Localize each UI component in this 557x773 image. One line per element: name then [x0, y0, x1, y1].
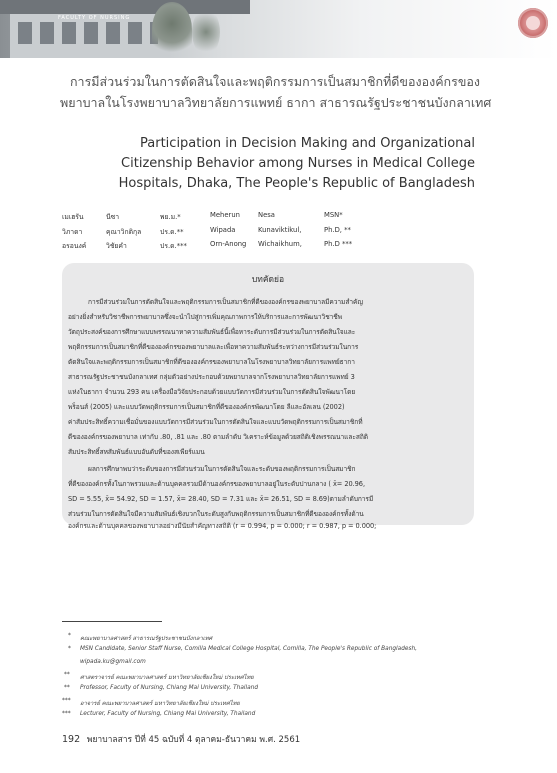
university-seal-logo	[518, 8, 548, 38]
abstract-line: ส่วนร่วมในการตัดสินใจมีความสัมพันธ์เชิงบวกในระดับสูงกับพฤติกรรมการเป็นสมาชิกที่ดีขององค์กรทั้งด้าน	[68, 510, 364, 518]
author-eng-first: Wipada	[210, 226, 236, 234]
abstract-line: สัมประสิทธิ์สหสัมพันธ์แบบอันดับที่ของสเพียร์แมน	[68, 448, 205, 456]
building-windows	[18, 22, 158, 44]
building-sign: FACULTY OF NURSING	[58, 15, 131, 21]
footnote-text: Professor, Faculty of Nursing, Chiang Mai University, Thailand	[80, 685, 259, 691]
author-eng-last: Nesa	[258, 211, 275, 219]
thai-title-line-2: พยาบาลในโรงพยาบาลวิทยาลัยการแพทย์ ธากา สาธารณรัฐประชาชนบังกลาเทศ	[60, 95, 492, 110]
author-thai-first: เมเฮรัน	[62, 213, 84, 221]
author-thai-degree: ปร.ด.**	[160, 228, 184, 236]
footnote-text: อาจารย์ คณะพยาบาลศาสตร์ มหาวิทยาลัยเชียงใหม่ ประเทศไทย	[80, 701, 240, 707]
author-row	[62, 226, 482, 238]
footnote-mark: *	[68, 633, 71, 639]
abstract-line: สาธารณรัฐประชาชนบังกลาเทศ กลุ่มตัวอย่างประกอบด้วยพยาบาลจากโรงพยาบาลวิทยาลัยการแพทย์ 3	[68, 373, 355, 381]
english-title-line-3: Hospitals, Dhaka, The People's Republic of Bangladesh	[118, 176, 475, 191]
english-title-line-1: Participation in Decision Making and Organizational	[140, 136, 475, 151]
author-eng-degree: Ph.D ***	[324, 240, 353, 248]
author-eng-degree: Ph.D, **	[324, 226, 351, 234]
author-eng-last: Wichaikhum,	[258, 240, 302, 248]
abstract-line: พร็อนส์ (2005) และแบบวัดพฤติกรรมการเป็นสมาชิกที่ดีขององค์กรพัฒนาโดย ลีและอัลเลน (2002)	[68, 403, 345, 411]
english-title-line-2: Citizenship Behavior among Nurses in Medical College	[121, 156, 475, 171]
footnote-mark: ***	[62, 698, 71, 704]
author-thai-last: วิชัยคำ	[106, 242, 127, 250]
author-eng-last: Kunaviktikul,	[258, 226, 302, 234]
author-thai-last: คุณาวิกติกุล	[106, 228, 142, 236]
footnote-mark: *	[68, 646, 71, 652]
journal-citation: พยาบาลสาร ปีที่ 45 ฉบับที่ 4 ตุลาคม-ธันวาคม พ.ศ. 2561	[86, 735, 301, 745]
abstract-line: การมีส่วนร่วมในการตัดสินใจและพฤติกรรมการเป็นสมาชิกที่ดีขององค์กรของพยาบาลมีความสำคัญ	[88, 298, 363, 306]
page-footer	[62, 732, 300, 746]
abstract-heading: บทคัดย่อ	[251, 275, 285, 285]
footnote-text: MSN Candidate, Senior Staff Nurse, Comilla Medical College Hospital, Comilla, The People's Republic of Bangladesh,	[80, 646, 418, 652]
author-eng-first: Meherun	[210, 211, 240, 219]
abstract-line: ค่าสัมประสิทธิ์ความเชื่อมั่นของแบบวัดการมีส่วนร่วมในการตัดสินใจและแบบวัดพฤติกรรมการเป็นสมาชิกที่	[68, 418, 363, 426]
abstract-line: SD = 5.55, x̄= 54.92, SD = 1.57, x̄= 28.40, SD = 7.31 และ x̄= 26.51, SD = 8.69)ตามลำดับการมี	[68, 495, 374, 503]
footnote-text: ศาสตราจารย์ คณะพยาบาลศาสตร์ มหาวิทยาลัยเชียงใหม่ ประเทศไทย	[80, 675, 254, 681]
seal-center	[526, 16, 540, 30]
footnote-mark: **	[64, 672, 70, 678]
author-eng-degree: MSN*	[324, 211, 343, 219]
author-eng-first: Orn-Anong	[210, 240, 247, 248]
page-number: 192	[62, 734, 81, 745]
footnote-mark: **	[64, 685, 70, 691]
author-thai-degree: พย.ม.*	[160, 213, 181, 221]
abstract-line: ตัดสินใจและพฤติกรรมการเป็นสมาชิกที่ดีขององค์กรของพยาบาลในโรงพยาบาลวิทยาลัยการแพทย์ธากา	[68, 358, 355, 366]
abstract-line: ผลการศึกษาพบว่าระดับของการมีส่วนร่วมในการตัดสินใจและระดับของพฤติกรรมการเป็นสมาชิก	[88, 465, 356, 473]
abstract-line: ที่ดีขององค์กรทั้งในภาพรวมและด้านบุคคลรวมมีด้านองค์กรของพยาบาลอยู่ในระดับปานกลาง ( x̄= 20.96,	[68, 480, 365, 488]
author-thai-first: วิภาดา	[62, 228, 83, 236]
author-row	[62, 240, 482, 252]
abstract-line: อย่างยิ่งสำหรับวิชาชีพการพยาบาลซึ่งจะนำไปสู่การเพิ่มคุณภาพการให้บริการและการพัฒนาวิชาชีพ	[68, 313, 343, 321]
footnote-mark: ***	[62, 711, 71, 717]
abstract-line: พฤติกรรมการเป็นสมาชิกที่ดีขององค์กรของพยาบาลและเพื่อหาความสัมพันธ์ระหว่างการมีส่วนร่วมในการ	[68, 343, 359, 351]
footnote-rule	[62, 621, 162, 622]
palm-tree-image	[152, 2, 192, 56]
footnote-text: คณะพยาบาลศาสตร์ สาธารณรัฐประชาชนบังกลาเทศ	[80, 636, 213, 642]
author-thai-degree: ปร.ด.***	[160, 242, 187, 250]
thai-title-line-1: การมีส่วนร่วมในการตัดสินใจและพฤติกรรมการเป็นสมาชิกที่ดีขององค์กรของ	[69, 74, 480, 89]
author-thai-first: อรอนงค์	[62, 242, 87, 250]
footnote-text: Lecturer, Faculty of Nursing, Chiang Mai University, Thailand	[80, 711, 256, 717]
abstract-line: แห่งในธากา จำนวน 293 คน เครื่องมือวิจัยประกอบด้วยแบบวัดการมีส่วนร่วมในการตัดสินใจพัฒนาโดย	[68, 388, 356, 396]
abstract-line: ดีขององค์กรของพยาบาล เท่ากับ .80, .81 และ .80 ตามลำดับ วิเคราะห์ข้อมูลด้วยสถิติเชิงพรรณนาและสถิติ	[68, 433, 368, 441]
tree-image	[192, 8, 220, 56]
footnote-email: wipada.ku@gmail.com	[80, 659, 146, 665]
abstract-line: วัตถุประสงค์ของการศึกษาแบบพรรณนาหาความสัมพันธ์นี้เพื่อหาระดับการมีส่วนร่วมในการตัดสินใจและ	[68, 328, 356, 336]
abstract-line: องค์กรและด้านบุคคลของพยาบาลอย่างมีนัยสำคัญทางสถิติ (r = 0.994, p = 0.000; r = 0.987, p = 0.000;	[68, 522, 377, 530]
author-thai-last: นีซา	[106, 213, 120, 221]
author-row	[62, 211, 482, 223]
header-banner-photo	[0, 0, 557, 58]
